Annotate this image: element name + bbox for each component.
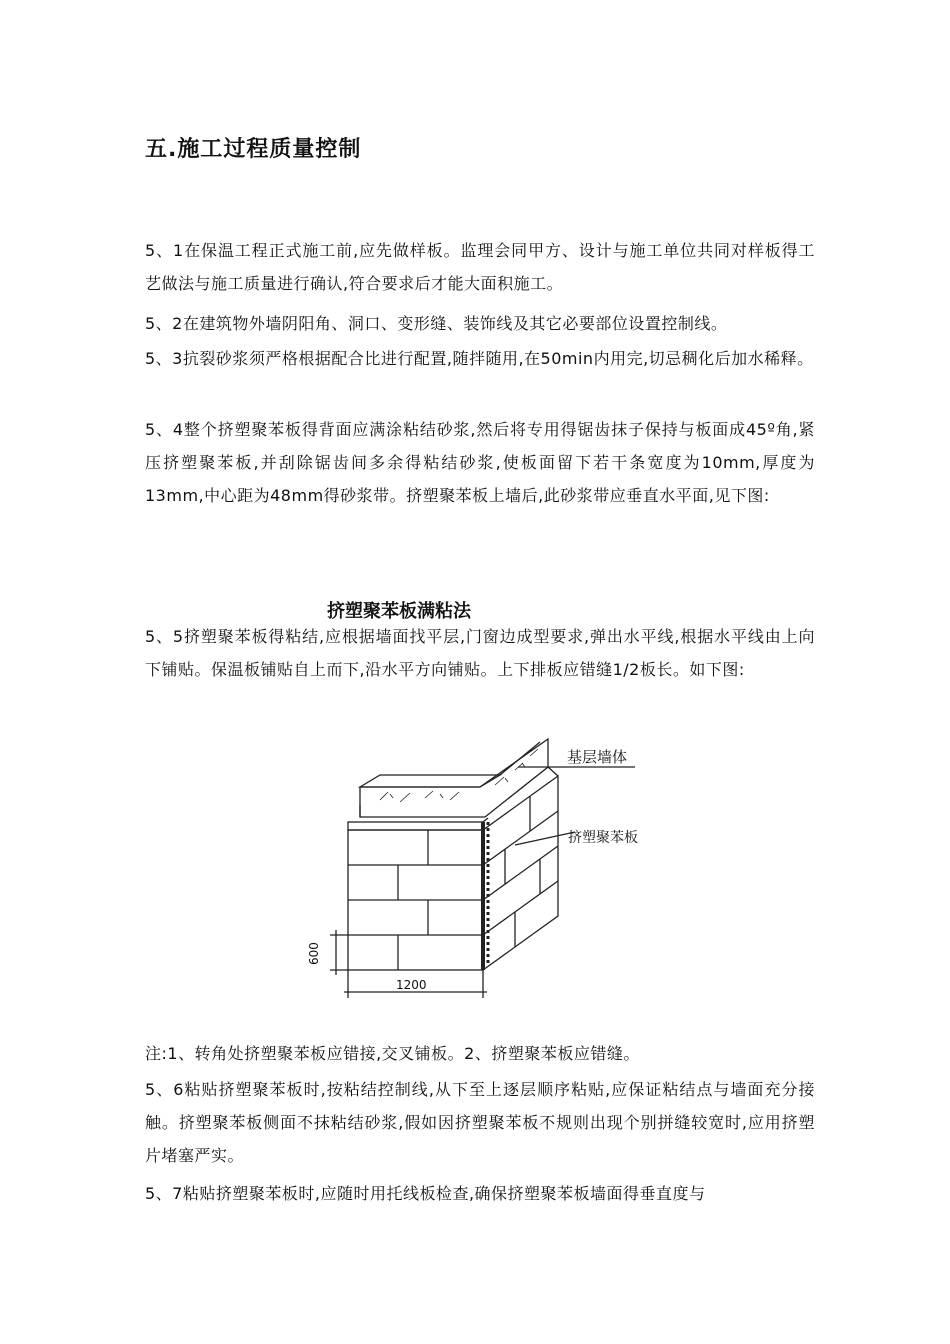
- note: 注:1、转角处挤塑聚苯板应错接,交叉铺板。2、挤塑聚苯板应错缝。: [145, 1044, 640, 1063]
- dimension-height: 600: [307, 942, 321, 965]
- board-layout-diagram: [300, 730, 660, 1005]
- paragraph-5-4: 5、4整个挤塑聚苯板得背面应满涂粘结砂浆,然后将专用得锯齿抹子保持与板面成45º角,紧压挤塑聚苯板,并刮除锯齿间多余得粘结砂浆,使板面留下若干条宽度为10mm,厚度为13mm,中心距为48mm得砂浆带。挤塑聚苯板上墙后,此砂浆带应垂直水平面,见下图:: [145, 420, 815, 505]
- label-xps-board: 挤塑聚苯板: [568, 830, 638, 846]
- paragraph-5-5: 5、5挤塑聚苯板得粘结,应根据墙面找平层,门窗边成型要求,弹出水平线,根据水平线由上向下铺贴。保温板铺贴自上而下,沿水平方向铺贴。上下排板应错缝1/2板长。如下图:: [145, 627, 815, 679]
- figure-caption: 挤塑聚苯板满粘法: [327, 601, 471, 622]
- dimension-width: 1200: [396, 978, 427, 992]
- paragraph-5-3: 5、3抗裂砂浆须严格根据配合比进行配置,随拌随用,在50min内用完,切忌稠化后加水稀释。: [145, 349, 814, 368]
- board-layout-svg: [300, 730, 660, 1005]
- base-wall-slab: [360, 739, 548, 817]
- paragraph-5-7: 5、7粘贴挤塑聚苯板时,应随时用托线板检查,确保挤塑聚苯板墙面得垂直度与: [145, 1184, 706, 1203]
- paragraph-5-2: 5、2在建筑物外墙阴阳角、洞口、变形缝、装饰线及其它必要部位设置控制线。: [145, 314, 728, 333]
- paragraph-5-1: 5、1在保温工程正式施工前,应先做样板。监理会同甲方、设计与施工单位共同对样板得工艺做法与施工质量进行确认,符合要求后才能大面积施工。: [145, 241, 815, 293]
- slab-top-edge: [360, 775, 500, 787]
- paragraph-5-6: 5、6粘贴挤塑聚苯板时,按粘结控制线,从下至上逐层顺序粘贴,应保证粘结点与墙面充分接触。挤塑聚苯板侧面不抹粘结砂浆,假如因挤塑聚苯板不规则出现个别拼缝较宽时,应用挤塑片堵塞严实。: [145, 1080, 815, 1165]
- section-title: 五.施工过程质量控制: [145, 137, 362, 162]
- label-base-wall: 基层墙体: [567, 748, 628, 766]
